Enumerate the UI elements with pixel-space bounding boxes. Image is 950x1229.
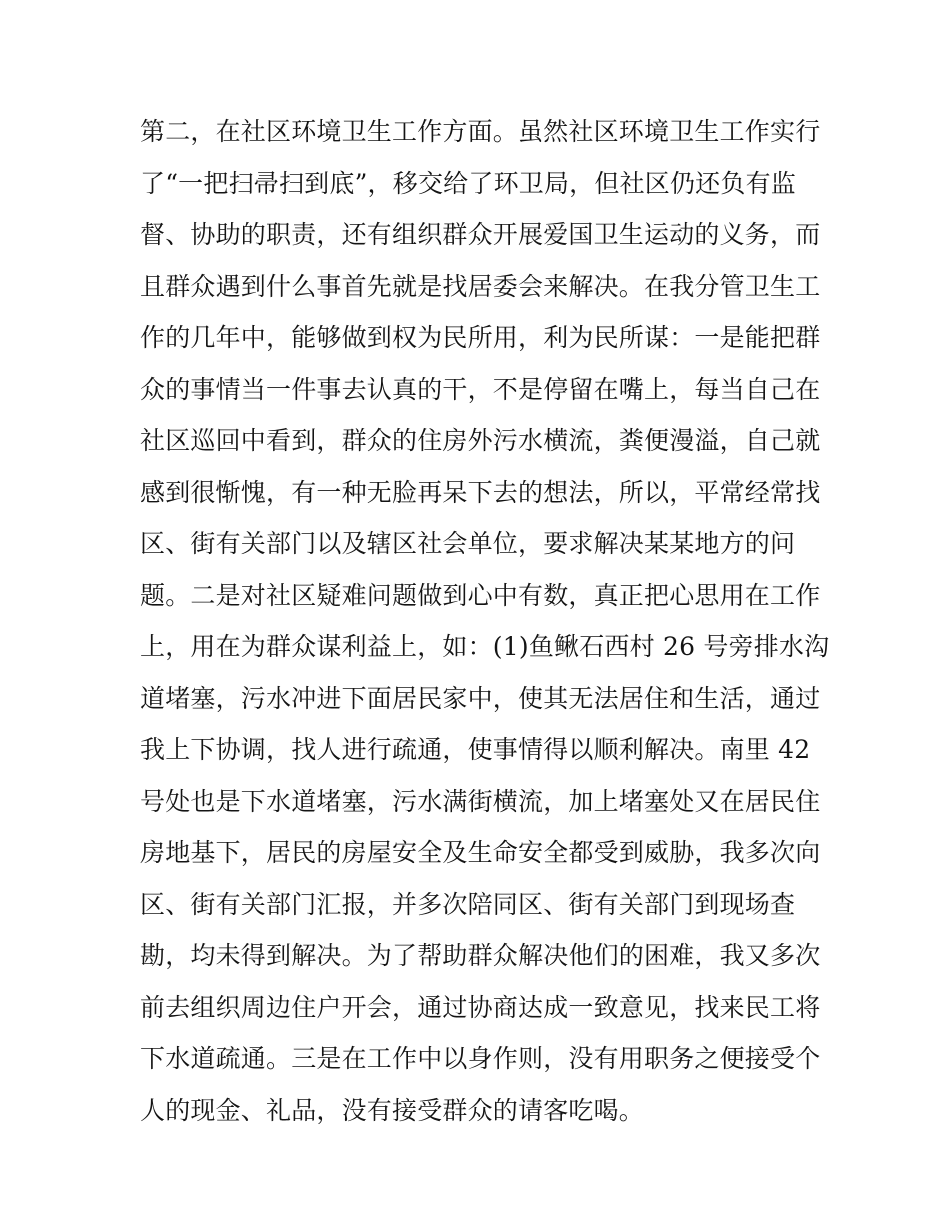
text-line: 道堵塞，污水冲进下面居民家中，使其无法居住和生活，通过 <box>140 683 821 713</box>
text-line: 号处也是下水道堵塞，污水满街横流，加上堵塞处又在居民住 <box>140 786 821 816</box>
text-line: 社区巡回中看到，群众的住房外污水横流，粪便漫溢，自己就 <box>140 426 821 455</box>
text-line: 上，用在为群众谋利益上，如：(1)鱼鳅石西村 26 号旁排水沟 <box>140 632 830 661</box>
text-line: 勘，均未得到解决。为了帮助群众解决他们的困难，我又多次 <box>140 941 821 970</box>
body-paragraph <box>140 106 830 1136</box>
text-line: 下水道疏通。三是在工作中以身作则，没有用职务之便接受个 <box>140 1044 821 1073</box>
text-line: 感到很惭愧，有一种无脸再呆下去的想法，所以，平常经常找 <box>140 477 821 507</box>
text-line: 人的现金、礼品，没有接受群众的请客吃喝。 <box>140 1095 645 1125</box>
text-line: 前去组织周边住户开会，通过协商达成一致意见，找来民工将 <box>140 992 821 1022</box>
text-line: 第二，在社区环境卫生工作方面。虽然社区环境卫生工作实行 <box>140 117 821 146</box>
text-line: 房地基下，居民的房屋安全及生命安全都受到威胁，我多次向 <box>140 838 821 867</box>
text-line: 了“一把扫帚扫到底”，移交给了环卫局，但社区仍还负有监 <box>140 168 796 198</box>
text-line: 且群众遇到什么事首先就是找居委会来解决。在我分管卫生工 <box>140 271 821 301</box>
text-line: 区、街有关部门汇报，并多次陪同区、街有关部门到现场查 <box>140 889 796 919</box>
text-line: 众的事情当一件事去认真的干，不是停留在嘴上，每当自己在 <box>140 374 821 404</box>
text-line: 作的几年中，能够做到权为民所用，利为民所谋：一是能把群 <box>140 323 821 352</box>
text-line: 我上下协调，找人进行疏通，使事情得以顺利解决。南里 42 <box>140 735 811 764</box>
text-line: 区、街有关部门以及辖区社会单位，要求解决某某地方的问 <box>140 529 796 558</box>
text-line: 督、协助的职责，还有组织群众开展爱国卫生运动的义务，而 <box>140 220 821 249</box>
text-line: 题。二是对社区疑难问题做到心中有数，真正把心思用在工作 <box>140 580 821 610</box>
